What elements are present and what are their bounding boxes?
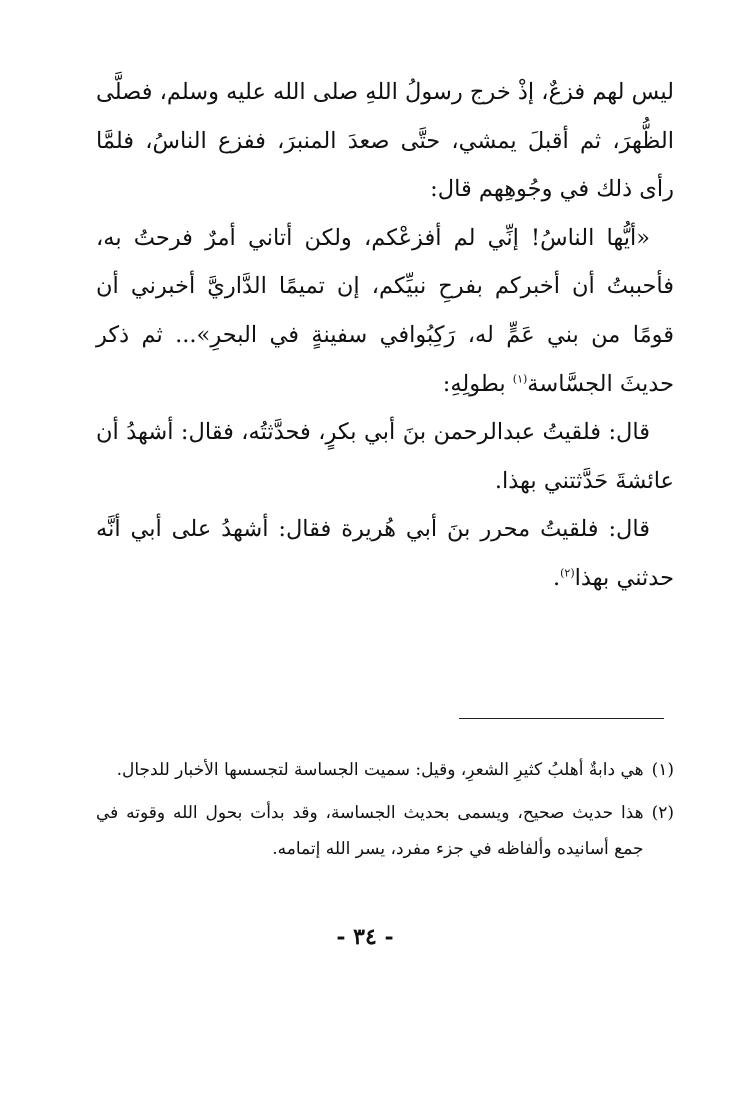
footnote-separator <box>459 718 664 719</box>
footnote-ref-1: (١) <box>512 372 528 386</box>
paragraph-1: ليس لهم فزعٌ، إذْ خرج رسولُ اللهِ صلى الله عليه وسلم، فصلَّى الظُّهرَ، ثم أقبلَ يمشي، حتَّى صعدَ المنبرَ، ففزع الناسُ، فلمَّا رأى ذلك في وجُوهِهم قال: <box>95 79 674 203</box>
footnote-2-number: (٢) <box>651 803 674 823</box>
paragraph-4 <box>96 505 674 602</box>
footnote-1 <box>96 752 674 788</box>
footnote-1-text: هي دابةٌ أهلبُ كثيرِ الشعرِ، وقيل: سميت الجساسة لتجسسها الأخبار للدجال. <box>116 760 644 780</box>
footnote-ref-2: (٢) <box>560 566 575 580</box>
footnote-1-number: (١) <box>651 760 674 780</box>
page-number: - ٣٤ - <box>336 924 394 950</box>
paragraph-2-end: بطولِهِ: <box>442 370 513 397</box>
paragraph-2 <box>96 214 674 408</box>
footnote-2-text: هذا حديث صحيح، ويسمى بحديث الجساسة، وقد بدأت بحول الله وقوته في جمع أسانيده وألفاظه في جزء مفرد، يسر الله إتمامه. <box>96 803 644 859</box>
paragraph-2-text: «أيُّها الناسُ! إنِّي لم أفزعْكم، ولكن أتاني أمرٌ فرحتُ به، فأحببتُ أن أخبركم بفرحِ نبيِّكم، إن تميمًا الدَّاريَّ أخبرني أن قومًا من بني عَمٍّ له، رَكِبُوافي سفينةٍ في البحرِ»... ثم ذكر حديثَ الجسَّاسة <box>96 224 674 397</box>
paragraph-3: قال: فلقيتُ عبدالرحمن بنَ أبي بكرٍ، فحدَّثتُه، فقال: أشهدُ أن عائشةَ حَدَّثتني بهذا. <box>96 419 674 494</box>
footnote-2 <box>96 795 674 867</box>
paragraph-4-end: . <box>552 564 561 591</box>
paragraph-4-text: قال: فلقيتُ محرر بنَ أبي هُريرة فقال: أشهدُ على أبي أنَّه حدثني بهذا <box>96 516 674 591</box>
main-text <box>96 68 674 603</box>
footnotes <box>96 752 674 874</box>
